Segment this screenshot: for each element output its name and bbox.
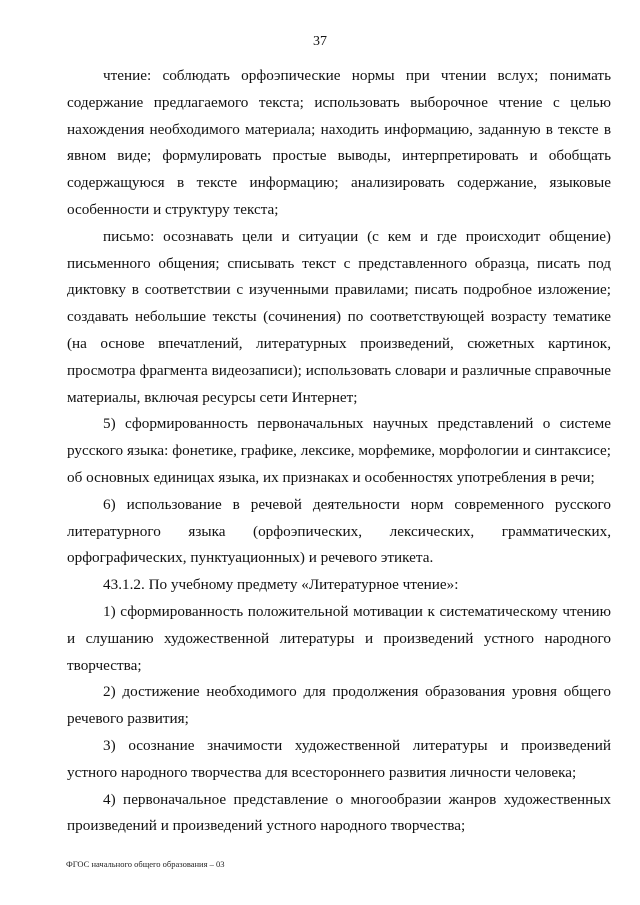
paragraph-item-6: 6) использование в речевой деятельности норм современного русского литературного языка (орфоэпических, лексических, грамматических, орфографических, пунктуационных) и речевого этикета. <box>67 495 611 567</box>
paragraph-item-2: 2) достижение необходимого для продолжения образования уровня общего речевого развития; <box>67 683 611 728</box>
document-body <box>67 63 611 840</box>
page-number: 37 <box>313 34 327 49</box>
paragraph-writing: письмо: осознавать цели и ситуации (с кем и где происходит общение) письменного общения; списывать текст с представленного образца, писать под диктовку в соответствии с изученными правилами; писать подробное изложение; создавать небольшие тексты (сочинения) по соответствующей возрасту тематике (на основе впечатлений, литературных произведений, сюжетных картинок, просмотра фрагмента видеозаписи); использовать словари и различные справочные материалы, включая ресурсы сети Интернет; <box>67 227 611 406</box>
paragraph-item-1: 1) сформированность положительной мотивации к систематическому чтению и слушанию художественной литературы и произведений устного народного творчества; <box>67 602 611 674</box>
footer-note: ФГОС начального общего образования – 03 <box>66 859 225 869</box>
paragraph-item-5: 5) сформированность первоначальных научных представлений о системе русского языка: фонетике, графике, лексике, морфемике, морфологии и синтаксисе; об основных единицах языка, их признаках и особенностях употребления в речи; <box>67 415 611 486</box>
paragraph-reading: чтение: соблюдать орфоэпические нормы при чтении вслух; понимать содержание предлагаемого текста; использовать выборочное чтение с целью нахождения необходимого материала; находить информацию, заданную в тексте в явном виде; формулировать простые выводы, интерпретировать и обобщать содержащуюся в тексте информацию; анализировать содержание, языковые особенности и структуру текста; <box>67 67 611 218</box>
paragraph-item-3: 3) осознание значимости художественной литературы и произведений устного народного творчества для всестороннего развития личности человека; <box>67 736 611 781</box>
section-heading-43-1-2: 43.1.2. По учебному предмету «Литературное чтение»: <box>103 576 459 594</box>
paragraph-item-4: 4) первоначальное представление о многообразии жанров художественных произведений и произведений устного народного творчества; <box>67 790 611 835</box>
